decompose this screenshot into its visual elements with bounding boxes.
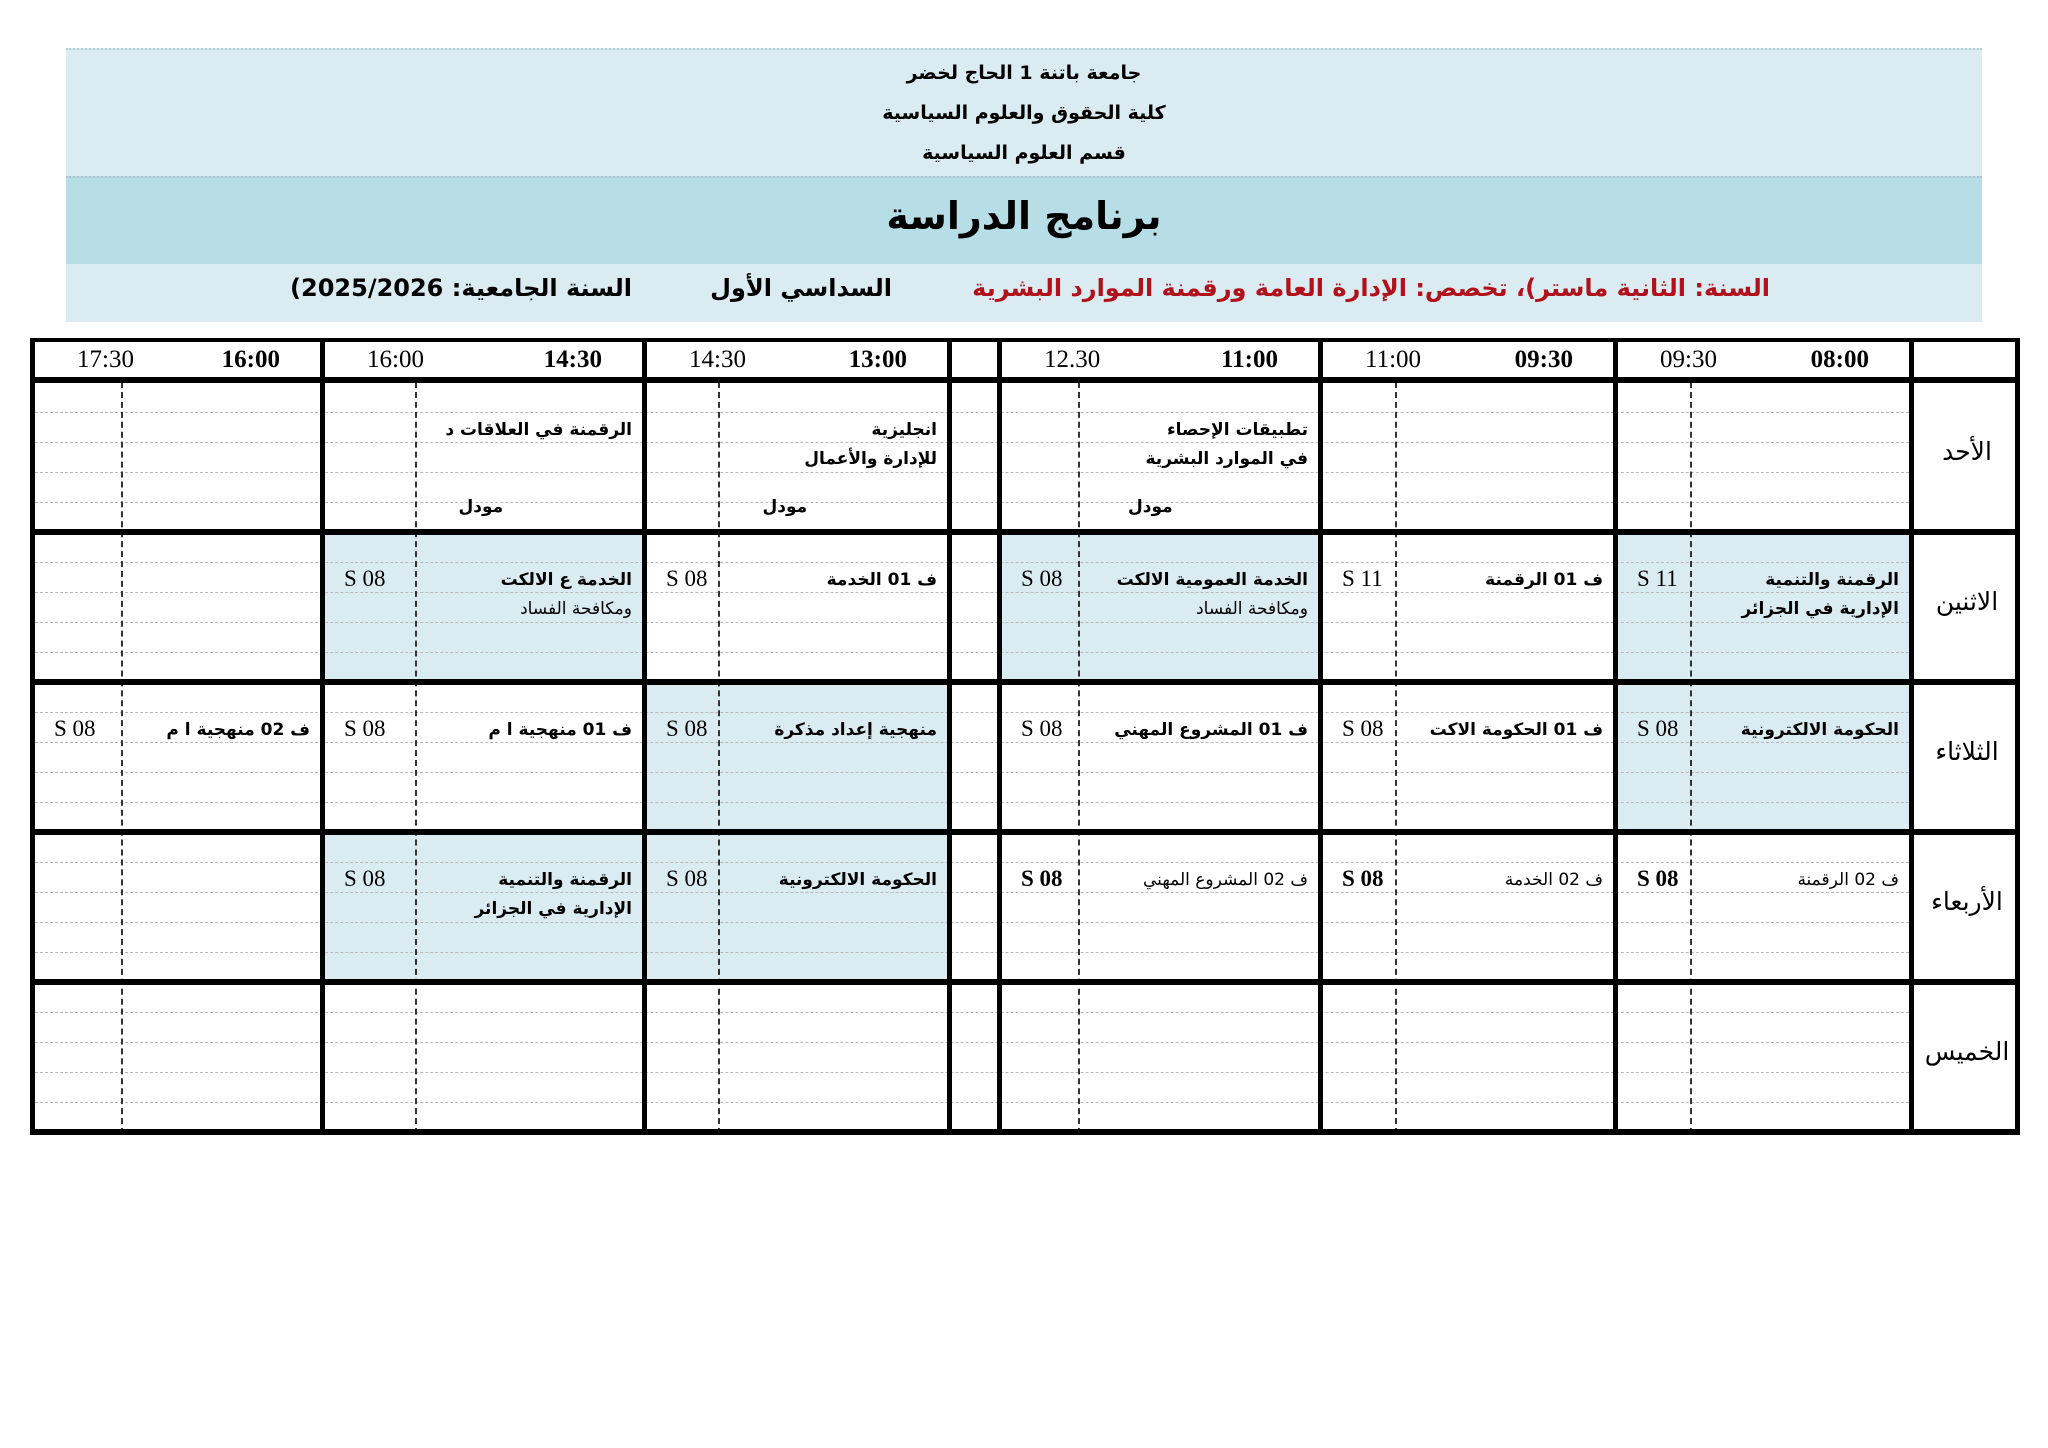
course-subtitle: في الموارد البشرية xyxy=(1145,449,1308,469)
row-guide-line xyxy=(30,952,1909,953)
course-subtitle: ومكافحة الفساد xyxy=(1196,599,1308,619)
row-guide-line xyxy=(30,412,1909,413)
row-border xyxy=(30,679,2020,685)
timetable xyxy=(30,338,2020,1134)
course-title: ف 02 الرقمنة xyxy=(1797,870,1899,890)
slot-start-time: 16:00 xyxy=(221,346,280,373)
row-guide-line xyxy=(30,472,1909,473)
course-title: الحكومة الالكترونية xyxy=(778,870,937,890)
row-guide-line xyxy=(30,592,1909,593)
slot-split-line xyxy=(1078,382,1080,1134)
row-guide-line xyxy=(30,922,1909,923)
row-guide-line xyxy=(30,502,1909,503)
column-border xyxy=(997,338,1002,1134)
course-subtitle: ومكافحة الفساد xyxy=(520,599,632,619)
course-subtitle: الإدارية في الجزائر xyxy=(1741,599,1899,619)
row-border xyxy=(30,529,2020,535)
program-info-band xyxy=(66,264,1982,322)
row-guide-line xyxy=(30,652,1909,653)
course-title: الرقمنة والتنمية xyxy=(498,870,632,890)
course-subtitle: الإدارية في الجزائر xyxy=(474,899,632,919)
course-subtitle: للإدارة والأعمال xyxy=(804,449,937,469)
column-border xyxy=(30,338,35,1134)
slot-start-time: 14:30 xyxy=(543,346,602,373)
room-label: S 08 xyxy=(344,716,386,741)
row-guide-line xyxy=(30,862,1909,863)
title-band xyxy=(66,176,1982,266)
slot-split-line xyxy=(121,382,123,1134)
academic-year: السنة الجامعية: 2025/2026) xyxy=(290,274,632,302)
platform-note: مودل xyxy=(458,497,504,517)
day-label: الثلاثاء xyxy=(1935,737,1999,766)
row-guide-line xyxy=(30,562,1909,563)
header-bottom-border xyxy=(30,377,2020,383)
room-label: S 11 xyxy=(1637,566,1678,591)
day-label: الخميس xyxy=(1924,1037,2010,1066)
slot-start-time: 13:00 xyxy=(848,346,907,373)
row-guide-line xyxy=(30,742,1909,743)
row-guide-line xyxy=(30,1072,1909,1073)
slot-end-time: 14:30 xyxy=(689,346,746,373)
cell-highlight xyxy=(642,682,947,832)
faculty-name: كلية الحقوق والعلوم السياسية xyxy=(882,102,1166,124)
slot-start-time: 11:00 xyxy=(1221,346,1278,373)
room-label: S 08 xyxy=(1342,866,1384,891)
course-title: الرقمنة في العلاقات د xyxy=(445,420,632,440)
row-guide-line xyxy=(30,802,1909,803)
table-top-border xyxy=(30,338,2020,342)
row-guide-line xyxy=(30,772,1909,773)
slot-split-line xyxy=(1690,382,1692,1134)
day-label: الأربعاء xyxy=(1931,887,2003,916)
slot-end-time: 09:30 xyxy=(1660,346,1717,373)
row-border xyxy=(30,1129,2020,1135)
column-border xyxy=(1613,338,1618,1134)
day-label: الاثنين xyxy=(1935,587,1999,616)
room-label: S 08 xyxy=(1342,716,1384,741)
row-guide-line xyxy=(30,442,1909,443)
course-title: ف 01 المشروع المهني xyxy=(1114,720,1308,740)
course-title: منهجية إعداد مذكرة xyxy=(774,720,937,740)
cell-highlight xyxy=(642,832,947,982)
column-border xyxy=(947,338,952,1134)
room-label: S 08 xyxy=(1021,866,1063,891)
row-guide-line xyxy=(30,1102,1909,1103)
slot-end-time: 17:30 xyxy=(77,346,134,373)
university-name: جامعة باتنة 1 الحاج لخضر xyxy=(906,62,1142,84)
program-specialty: السنة: الثانية ماستر)، تخصص: الإدارة العامة ورقمنة الموارد البشرية xyxy=(972,274,1770,302)
slot-start-time: 08:00 xyxy=(1810,346,1869,373)
course-title: انجليزية xyxy=(871,420,937,440)
course-title: ف 01 منهجية ا م xyxy=(488,720,632,740)
room-label: S 08 xyxy=(54,716,96,741)
semester-label: السداسي الأول xyxy=(710,274,892,302)
day-label: الأحد xyxy=(1942,437,1992,466)
row-guide-line xyxy=(30,622,1909,623)
platform-note: مودل xyxy=(1128,497,1173,517)
slot-end-time: 16:00 xyxy=(367,346,424,373)
row-border xyxy=(30,979,2020,985)
course-title: ف 01 الرقمنة xyxy=(1485,570,1603,590)
platform-note: مودل xyxy=(762,497,808,517)
slot-split-line xyxy=(718,382,720,1134)
row-guide-line xyxy=(30,712,1909,713)
room-label: S 08 xyxy=(1021,716,1063,741)
column-border xyxy=(1318,338,1323,1134)
page-title: برنامج الدراسة xyxy=(886,194,1162,238)
course-title: ف 02 المشروع المهني xyxy=(1143,870,1308,890)
row-guide-line xyxy=(30,1042,1909,1043)
slot-end-time: 12.30 xyxy=(1044,346,1101,373)
room-label: S 08 xyxy=(344,566,386,591)
course-title: تطبيقات الإحصاء xyxy=(1166,420,1308,440)
row-border xyxy=(30,829,2020,835)
room-label: S 08 xyxy=(666,866,708,891)
slot-end-time: 11:00 xyxy=(1365,346,1422,373)
course-title: ف 02 الخدمة xyxy=(1504,870,1603,890)
row-guide-line xyxy=(30,892,1909,893)
course-title: الخدمة ع الالكت xyxy=(500,570,632,590)
row-guide-line xyxy=(30,1012,1909,1013)
column-border xyxy=(642,338,647,1134)
room-label: S 08 xyxy=(344,866,386,891)
course-title: ف 01 الخدمة xyxy=(826,570,937,590)
department-name: قسم العلوم السياسية xyxy=(922,142,1126,164)
course-title: ف 01 الحكومة الاكت xyxy=(1429,720,1603,740)
slot-start-time: 09:30 xyxy=(1514,346,1573,373)
cell-highlight xyxy=(1613,682,1909,832)
course-title: الحكومة الالكترونية xyxy=(1740,720,1899,740)
institution-header xyxy=(66,48,1982,178)
course-title: الخدمة العمومية الالكت xyxy=(1116,570,1308,590)
room-label: S 08 xyxy=(1637,866,1679,891)
room-label: S 08 xyxy=(666,716,708,741)
slot-split-line xyxy=(1395,382,1397,1134)
slot-split-line xyxy=(415,382,417,1134)
room-label: S 08 xyxy=(666,566,708,591)
room-label: S 11 xyxy=(1342,566,1383,591)
column-border xyxy=(320,338,325,1134)
course-title: ف 02 منهجية ا م xyxy=(166,720,310,740)
course-title: الرقمنة والتنمية xyxy=(1765,570,1899,590)
room-label: S 08 xyxy=(1021,566,1063,591)
room-label: S 08 xyxy=(1637,716,1679,741)
